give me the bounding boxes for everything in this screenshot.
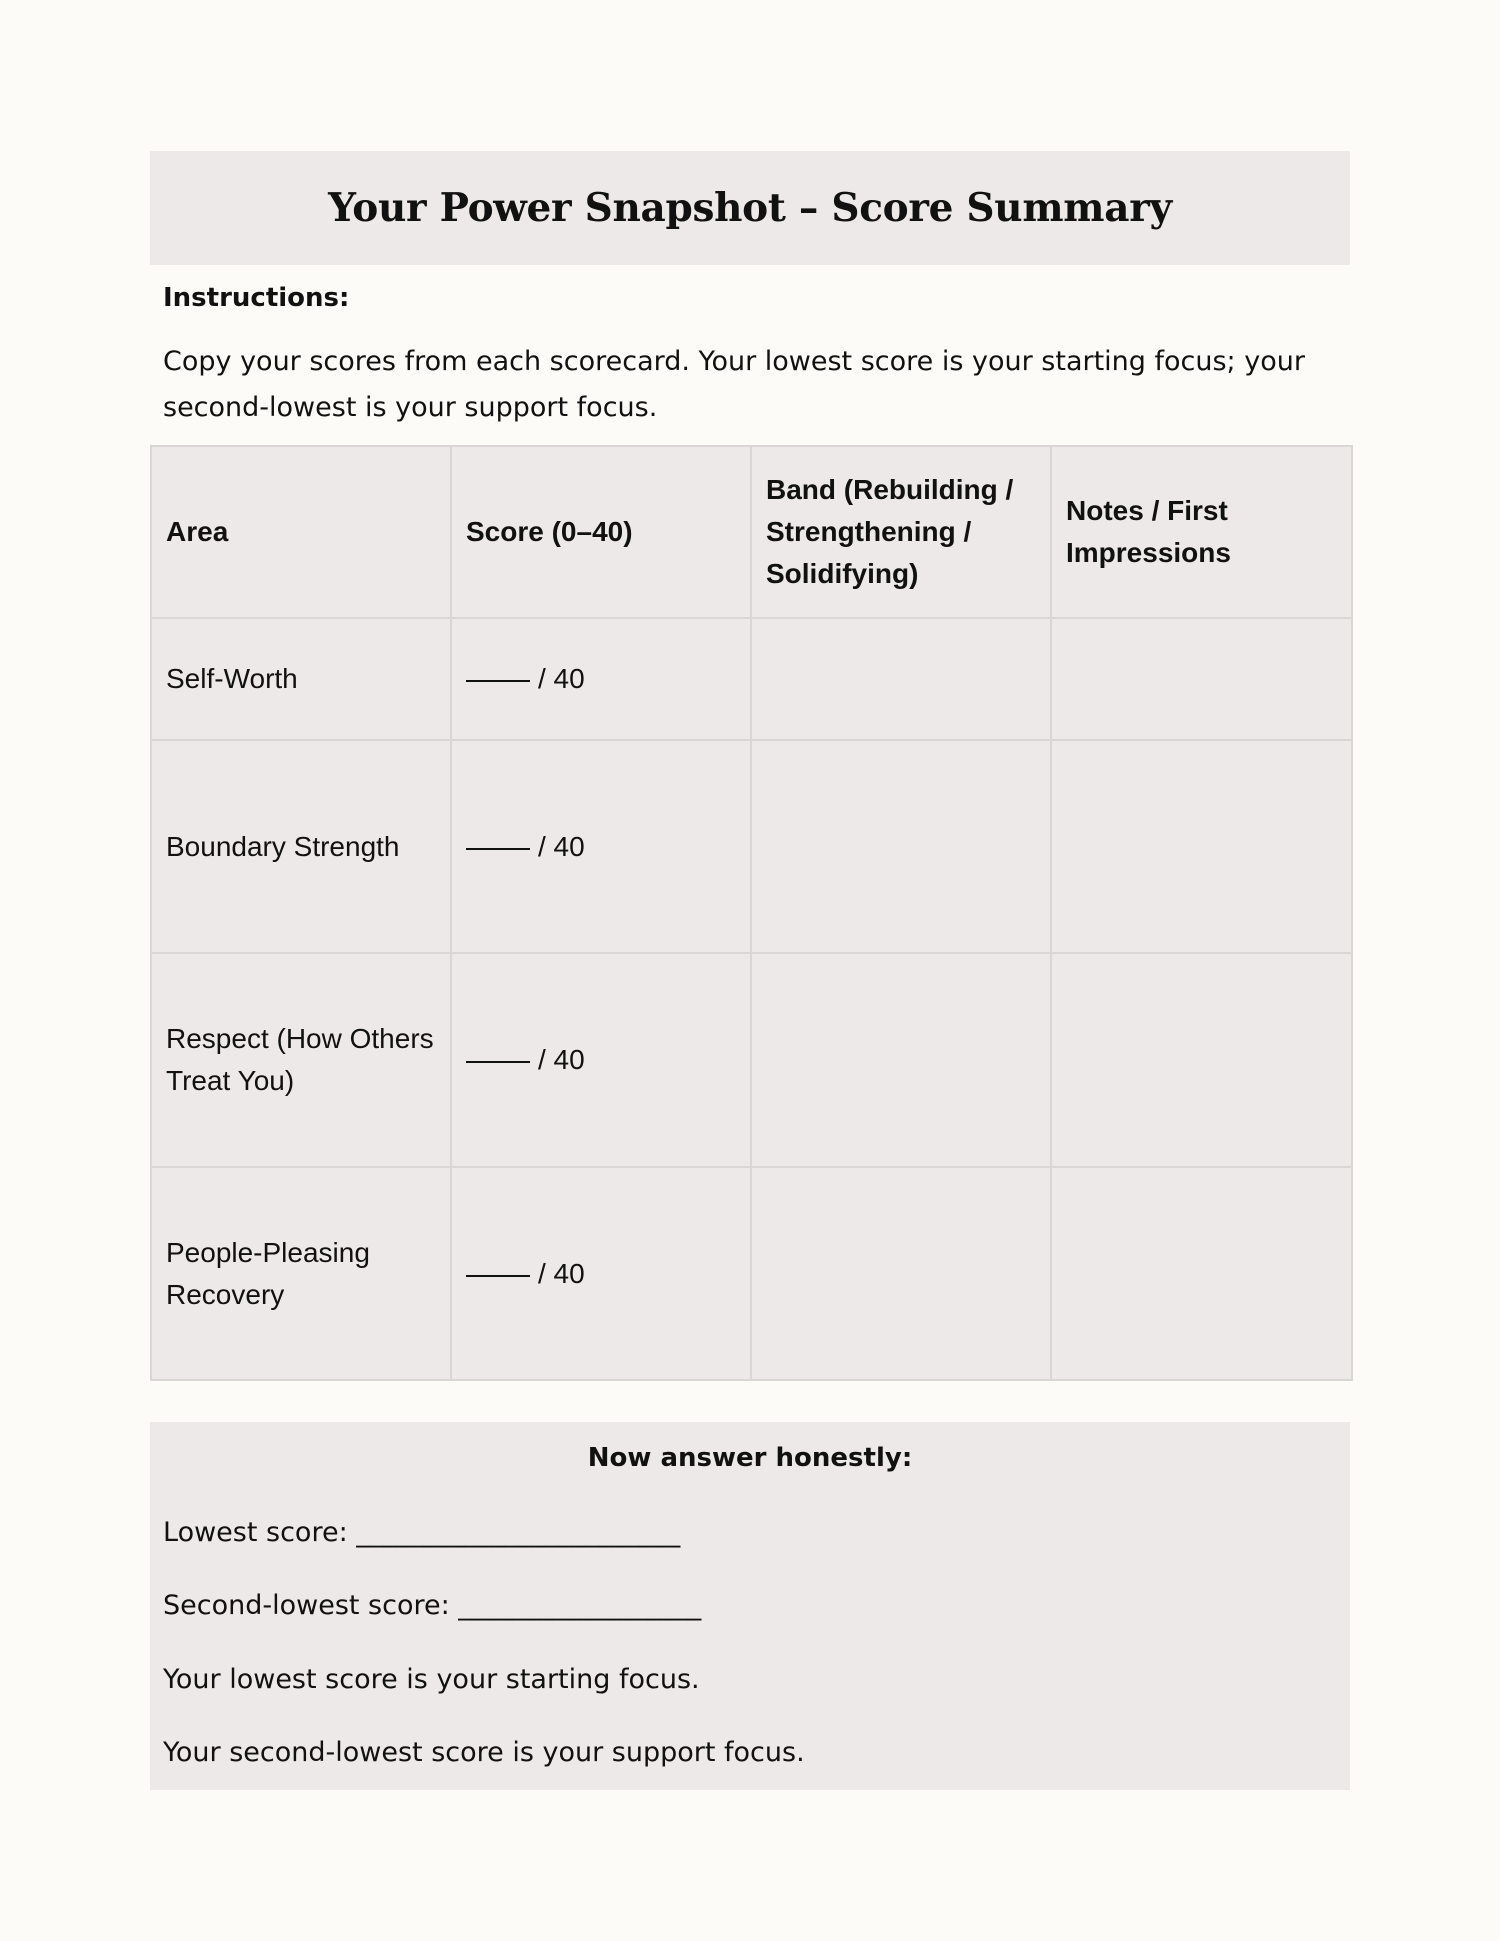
score-max-label: / 40 [538,663,585,694]
score-blank [466,848,530,850]
table-row [151,618,1352,740]
band-cell[interactable] [751,740,1051,953]
band-cell[interactable] [751,618,1051,740]
band-cell[interactable] [751,953,1051,1167]
title-band [150,151,1350,265]
second-lowest-score-line[interactable]: Second-lowest score: __________________ [163,1590,702,1621]
score-max-label: / 40 [538,1044,585,1075]
column-header-area: Area [151,446,451,618]
score-max-label: / 40 [538,830,585,862]
lowest-score-line[interactable]: Lowest score: ________________________ [163,1517,681,1548]
table-header-row [151,446,1352,618]
table-row [151,740,1352,953]
score-blank [466,680,530,682]
score-blank [466,1275,530,1277]
instructions-label: Instructions: [163,283,350,313]
score-max-label: / 40 [538,1257,585,1289]
area-cell: Self-Worth [151,618,451,740]
score-summary-table [150,445,1353,1381]
area-cell: Boundary Strength [151,740,451,953]
answer-heading: Now answer honestly: [587,1443,913,1473]
page-title: Your Power Snapshot – Score Summary [328,185,1172,231]
answer-panel [150,1422,1350,1790]
score-cell[interactable] [451,1167,751,1380]
starting-focus-note: Your lowest score is your starting focus. [163,1664,700,1695]
notes-cell[interactable] [1051,618,1352,740]
score-blank [466,1061,530,1063]
worksheet-page [150,151,1350,1768]
table-row [151,1167,1352,1380]
column-header-band: Band (Rebuilding / Strengthening / Solidifying) [751,446,1051,618]
area-cell: People-Pleasing Recovery [151,1167,451,1380]
notes-cell[interactable] [1051,740,1352,953]
notes-cell[interactable] [1051,1167,1352,1380]
table-row [151,953,1352,1167]
support-focus-note: Your second-lowest score is your support focus. [163,1737,805,1768]
notes-cell[interactable] [1051,953,1352,1167]
score-cell[interactable] [451,953,751,1167]
area-cell: Respect (How Others Treat You) [151,953,451,1167]
score-cell[interactable] [451,618,751,740]
score-cell[interactable] [451,740,751,953]
band-cell[interactable] [751,1167,1051,1380]
column-header-notes: Notes / First Impressions [1051,446,1352,618]
instructions-text: Copy your scores from each scorecard. Your lowest score is your starting focus; your second-lowest is your support focus. [163,346,1305,423]
column-header-score: Score (0–40) [451,446,751,618]
